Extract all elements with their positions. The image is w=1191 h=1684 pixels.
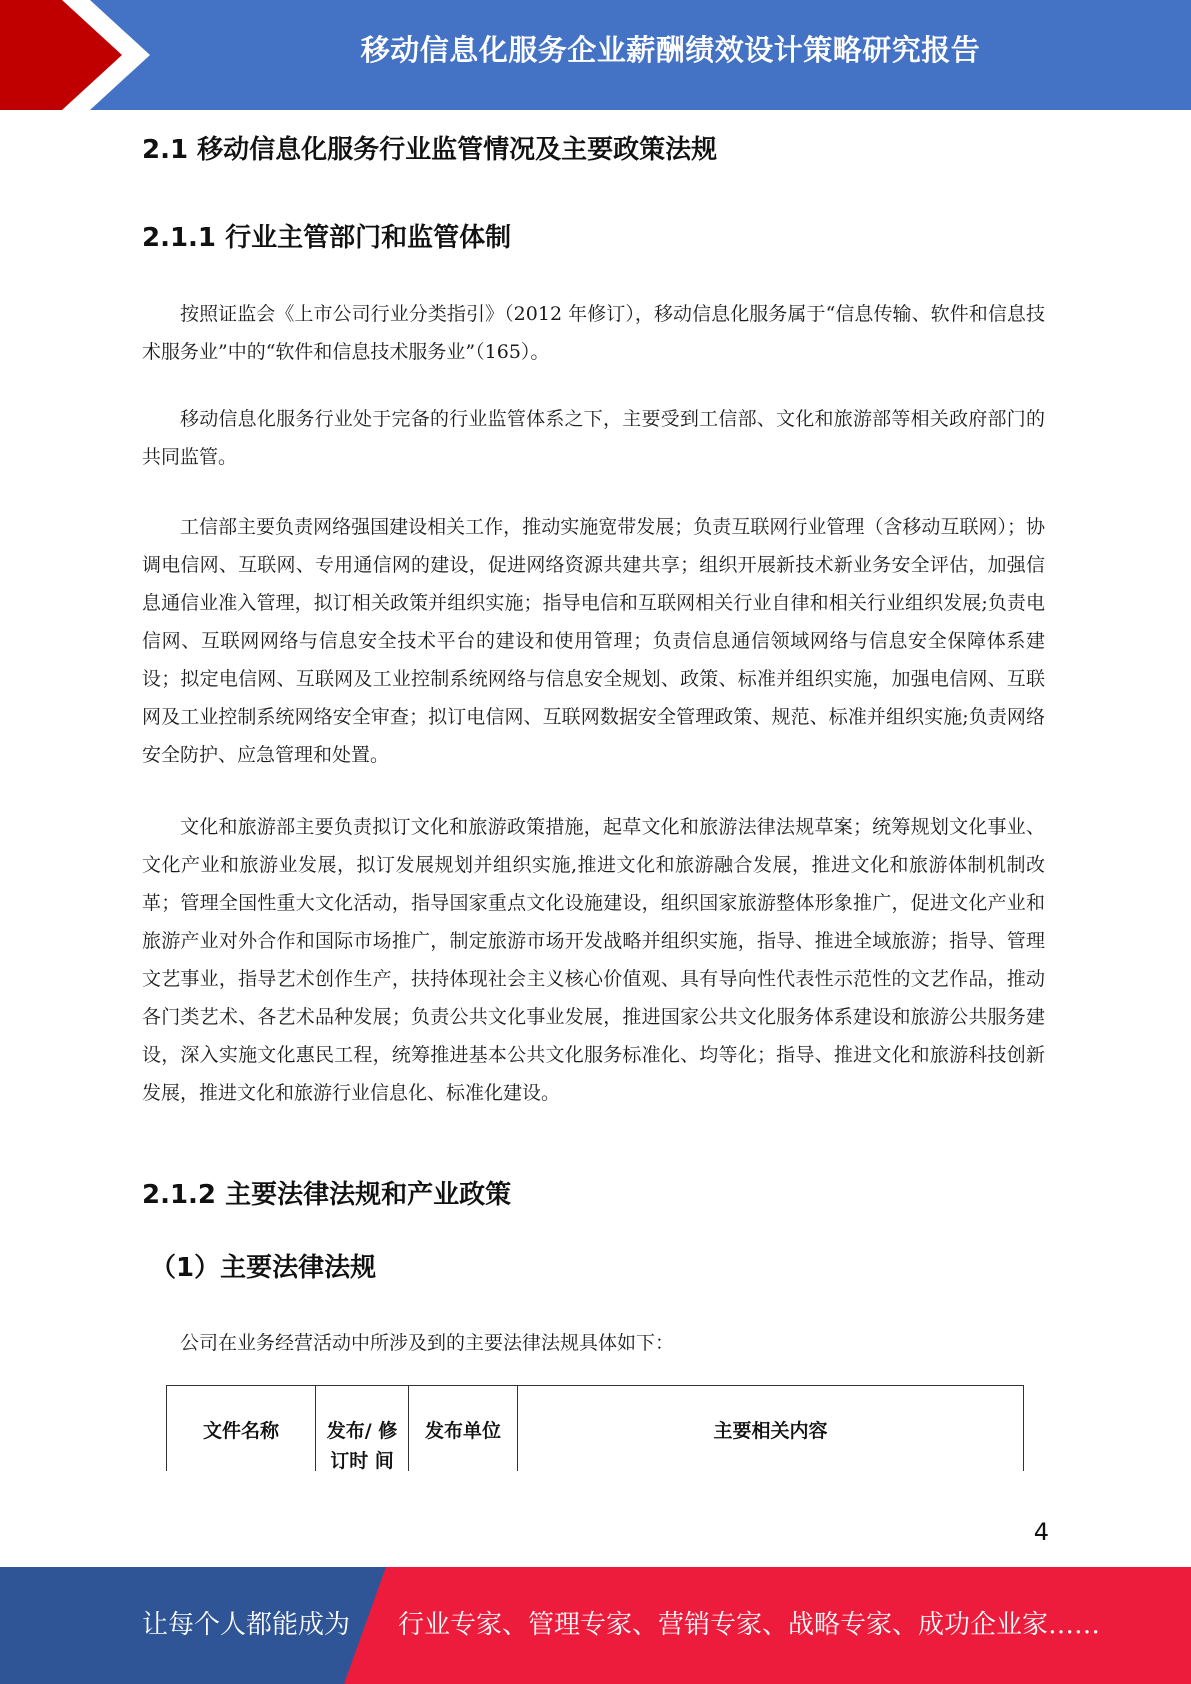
footer-slogan-right: 行业专家、管理专家、营销专家、战略专家、成功企业家…… [398,1610,1101,1640]
report-title: 移动信息化服务企业薪酬绩效设计策略研究报告 [360,33,981,67]
page-number: 4 [1033,1518,1049,1546]
subsection-heading-laws-policies: 2.1.2 主要法律法规和产业政策 [142,1180,512,1210]
table-header-row [167,1386,1024,1472]
laws-table [166,1385,1024,1471]
page-footer [0,1567,1191,1684]
column-header-date [316,1386,409,1472]
paragraph-industry-classification: 按照证监会《上市公司行业分类指引》（2012 年修订），移动信息化服务属于“信息传输、软件和信息技术服务业”中的“软件和信息技术服务业”（165）。 [142,303,1045,363]
column-header-file-name: 文件名称 [167,1386,316,1472]
paragraph-culture-tourism-duties: 文化和旅游部主要负责拟订文化和旅游政策措施，起草文化和旅游法律法规草案；统筹规划文化事业、文化产业和旅游业发展，拟订发展规划并组织实施,推进文化和旅游融合发展，推进文化和旅游体制机制改革；管理全国性重大文化活动，指导国家重点文化设施建设，组织国家旅游整体形象推广，促进文化产业和旅游产业对外合作和国际市场推广，制定旅游市场开发战略并组织实施，指导、推进全域旅游；指导、管理文艺事业，指导艺术创作生产，扶持体现社会主义核心价值观、具有导向性代表性示范性的文艺作品，推动各门类艺术、各艺术品种发展；负责公共文化事业发展，推进国家公共文化服务体系建设和旅游公共服务建设，深入实施文化惠民工程，统筹推进基本公共文化服务标准化、均等化；指导、推进文化和旅游科技创新发展，推进文化和旅游行业信息化、标准化建设。 [142,816,1045,1104]
page-header [0,0,1191,110]
footer-slogan-left: 让每个人都能成为 [142,1610,351,1640]
paragraph-laws-intro: 公司在业务经营活动中所涉及到的主要法律法规具体如下： [180,1332,675,1354]
column-header-date-line2: 订时 间 [330,1450,394,1471]
paragraph-regulatory-system: 移动信息化服务行业处于完备的行业监管体系之下，主要受到工信部、文化和旅游部等相关政府部门的共同监管。 [142,408,1045,468]
header-arrow-decoration [0,0,160,110]
paragraph-miit-duties: 工信部主要负责网络强国建设相关工作，推动实施宽带发展；负责互联网行业管理（含移动互联网）；协调电信网、互联网、专用通信网的建设，促进网络资源共建共享；组织开展新技术新业务安全评估，加强信息通信业准入管理，拟订相关政策并组织实施；指导电信和互联网相关行业自律和相关行业组织发展;负责电信网、互联网网络与信息安全技术平台的建设和使用管理；负责信息通信领域网络与信息安全保障体系建设；拟定电信网、互联网及工业控制系统网络与信息安全规划、政策、标准并组织实施，加强电信网、互联网及工业控制系统网络安全审查；拟订电信网、互联网数据安全管理政策、规范、标准并组织实施;负责网络安全防护、应急管理和处置。 [142,516,1045,766]
item-heading-main-laws: （1）主要法律法规 [150,1253,377,1283]
laws-table-container [166,1385,1026,1471]
column-header-date-line1: 发布/ 修 [326,1420,398,1442]
section-heading: 2.1 移动信息化服务行业监管情况及主要政策法规 [142,135,718,165]
subsection-heading-regulators: 2.1.1 行业主管部门和监管体制 [142,223,512,253]
column-header-issuer: 发布单位 [409,1386,518,1472]
column-header-content: 主要相关内容 [518,1386,1024,1472]
